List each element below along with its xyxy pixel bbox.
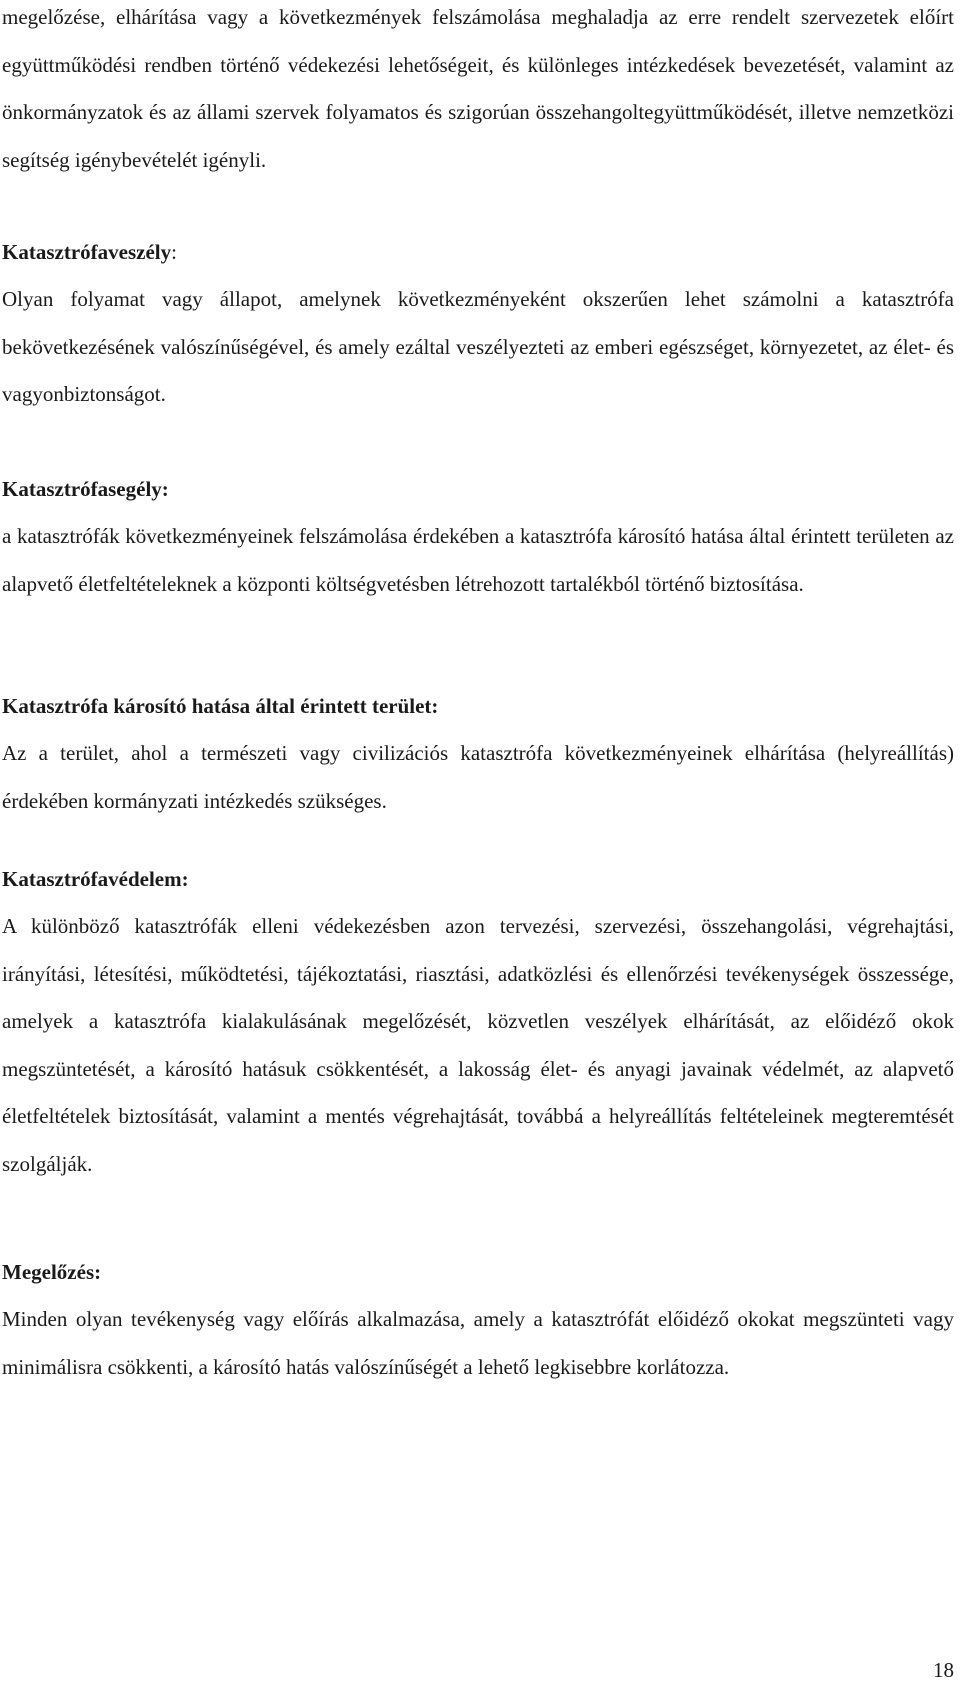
heading-megelozes: Megelőzés: (2, 1260, 102, 1284)
definition-katasztrofasegely: a katasztrófák következményeinek felszámolása érdekében a katasztrófa károsító hatása által érintett területen az alapvető életfeltételeknek a központi költségvetésben létrehozott tartalékból történő biztosítása. (2, 524, 954, 596)
heading-katasztrofavedelem: Katasztrófavédelem: (2, 867, 189, 891)
definition-katasztrofavedelem: A különböző katasztrófák elleni védekezésben azon tervezési, szervezési, összehangolási, végrehajtási, irányítási, létesítési, működtetési, tájékoztatási, riasztási, adatközlési és ellenőrzési tevékenységek összessége, amelyek a katasztrófa kialakulásának megelőzését, közvetlen veszélyek elhárítását, az előidéző okok megszüntetését, a károsító hatásuk csökkentését, a lakosság élet- és anyagi javainak védelmét, az alapvető életfeltételek biztosítását, valamint a mentés végrehajtását, továbbá a helyreállítás feltételeinek megteremtését szolgálják. (2, 914, 954, 1176)
intro-paragraph: megelőzése, elhárítása vagy a következmények felszámolása meghaladja az erre rendelt szervezetek előírt együttműködési rendben történő védekezési lehetőségeit, és különleges intézkedések bevezetését, valamint az önkormányzatok és az állami szervek folyamatos és szigorúan összehangoltegyüttműködését, illetve nemzetközi segítség igénybevételét igényli. (2, 5, 954, 172)
heading-text: Katasztrófaveszély (2, 240, 172, 264)
heading-colon: : (171, 240, 177, 264)
heading-katasztrofasegely: Katasztrófasegély: (2, 477, 169, 501)
page-number: 18 (933, 1658, 954, 1682)
definition-katasztrofaveszely: Olyan folyamat vagy állapot, amelynek következményeként okszerűen lehet számolni a katasztrófa bekövetkezésének valószínűségével, és amely ezáltal veszélyezteti az emberi egészséget, környezetet, az élet- és vagyonbiztonságot. (2, 287, 954, 406)
definition-erintett-terulet: Az a terület, ahol a természeti vagy civilizációs katasztrófa következményeinek elhárítása (helyreállítás) érdekében kormányzati intézkedés szükséges. (2, 741, 954, 813)
definition-megelozes: Minden olyan tevékenység vagy előírás alkalmazása, amely a katasztrófát előidéző okokat megszünteti vagy minimálisra csökkenti, a károsító hatás valószínűségét a lehető legkisebbre korlátozza. (2, 1307, 954, 1379)
heading-katasztrofaveszely (2, 229, 954, 277)
heading-erintett-terulet: Katasztrófa károsító hatása által érintett terület: (2, 694, 439, 718)
